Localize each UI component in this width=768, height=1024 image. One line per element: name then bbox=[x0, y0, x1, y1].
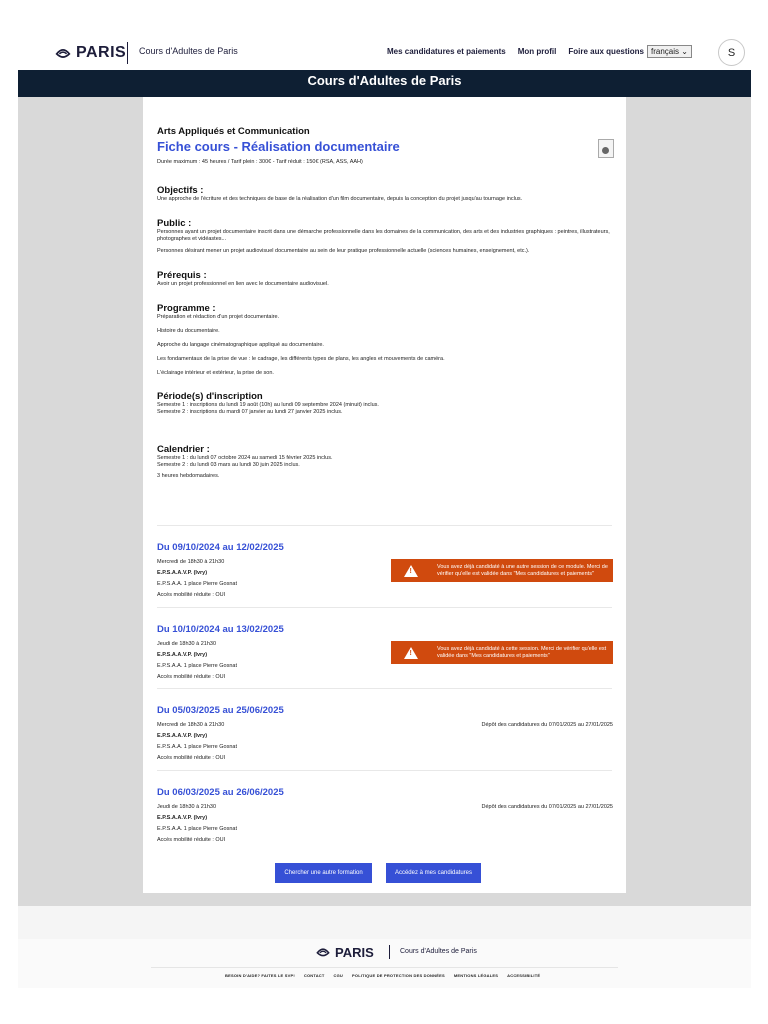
session-address: E.P.S.A.A. 1 place Pierre Gosnat bbox=[157, 663, 237, 669]
periode-semestre-1: Semestre 1 : inscriptions du lundi 19 août (10h) au lundi 09 septembre 2024 (minuit) inclus. bbox=[157, 402, 379, 408]
objectifs-heading: Objectifs : bbox=[157, 185, 204, 196]
session-warning bbox=[391, 641, 613, 664]
paris-logo[interactable] bbox=[54, 42, 126, 64]
session-divider bbox=[157, 688, 612, 689]
footer-divider bbox=[151, 967, 618, 968]
course-card bbox=[143, 97, 626, 893]
footer-link-contact[interactable]: CONTACT bbox=[303, 973, 325, 978]
programme-item: Préparation et rédaction d'un projet documentaire. bbox=[157, 314, 280, 320]
objectifs-text: Une approche de l'écriture et des techniques de base de la réalisation d'un film documentaire, depuis la conception du projet jusqu'au tournage inclus. bbox=[157, 196, 523, 202]
session-school: E.P.S.A.A.V.P. (Ivry) bbox=[157, 652, 208, 658]
footer-site-name: Cours d'Adultes de Paris bbox=[400, 948, 477, 955]
periode-semestre-2: Semestre 2 : inscriptions du mardi 07 janvier au lundi 27 janvier 2025 inclus. bbox=[157, 409, 343, 415]
session-school: E.P.S.A.A.V.P. (Ivry) bbox=[157, 815, 208, 821]
session-depot: Dépôt des candidatures du 07/01/2025 au 27/01/2025 bbox=[481, 722, 613, 728]
session-dates: Du 09/10/2024 au 12/02/2025 bbox=[157, 542, 284, 553]
session-schedule: Mercredi de 18h30 à 21h30 bbox=[157, 559, 225, 565]
session-address: E.P.S.A.A. 1 place Pierre Gosnat bbox=[157, 581, 237, 587]
course-title: Fiche cours - Réalisation documentaire bbox=[157, 139, 400, 154]
session-dates: Du 06/03/2025 au 26/06/2025 bbox=[157, 787, 284, 798]
session-mobility: Accès mobilité réduite : OUI bbox=[157, 674, 226, 680]
programme-item: L'éclairage intérieur et extérieur, la prise de son. bbox=[157, 370, 274, 376]
footer-link-accessibility[interactable]: ACCESSIBILITÉ bbox=[507, 973, 541, 978]
footer-paris-logo[interactable] bbox=[315, 944, 374, 960]
banner-title: Cours d'Adultes de Paris bbox=[307, 73, 462, 88]
session-mobility: Accès mobilité réduite : OUI bbox=[157, 837, 226, 843]
warning-text: Vous avez déjà candidaté à cette session. Merci de vérifier qu'elle est validée dans "Mes candidatures et paiements" bbox=[437, 646, 607, 659]
nav-faq[interactable]: Foire aux questions bbox=[568, 47, 644, 56]
calendrier-semestre-1: Semestre 1 : du lundi 07 octobre 2024 au samedi 15 février 2025 inclus. bbox=[157, 455, 333, 461]
section-periodes bbox=[157, 391, 613, 416]
search-formation-button[interactable]: Chercher une autre formation bbox=[275, 863, 372, 883]
footer-link-privacy[interactable]: POLITIQUE DE PROTECTION DES DONNÉES bbox=[352, 973, 445, 978]
session-divider bbox=[157, 607, 612, 608]
session-address: E.P.S.A.A. 1 place Pierre Gosnat bbox=[157, 744, 237, 750]
footer-links bbox=[225, 973, 540, 978]
warning-text: Vous avez déjà candidaté à une autre session de ce module. Merci de vérifier qu'elle est validée dans "Mes candidatures et paiements" bbox=[437, 564, 608, 577]
calendrier-note: 3 heures hebdomadaires. bbox=[157, 473, 220, 479]
session-divider bbox=[157, 770, 612, 771]
programme-item: Approche du langage cinématographique appliqué au documentaire. bbox=[157, 342, 324, 348]
session-address: E.P.S.A.A. 1 place Pierre Gosnat bbox=[157, 826, 237, 832]
prerequis-heading: Prérequis : bbox=[157, 270, 207, 281]
session-dates: Du 05/03/2025 au 25/06/2025 bbox=[157, 705, 284, 716]
section-programme bbox=[157, 303, 613, 377]
programme-item: Histoire du documentaire. bbox=[157, 328, 220, 334]
session-schedule: Mercredi de 18h30 à 21h30 bbox=[157, 722, 225, 728]
footer-link-legal[interactable]: MENTIONS LÉGALES bbox=[453, 973, 499, 978]
session-schedule: Jeudi de 18h30 à 21h30 bbox=[157, 804, 217, 810]
paris-ship-icon bbox=[315, 944, 331, 960]
session-divider bbox=[157, 525, 612, 526]
programme-item: Les fondamentaux de la prise de vue : le cadrage, les différents types de plans, les angles et mouvements de caméra. bbox=[157, 356, 445, 362]
site-footer bbox=[18, 939, 751, 988]
paris-ship-icon bbox=[54, 44, 72, 62]
session-schedule: Jeudi de 18h30 à 21h30 bbox=[157, 641, 217, 647]
header-separator bbox=[127, 42, 128, 64]
programme-heading: Programme : bbox=[157, 303, 216, 314]
session-mobility: Accès mobilité réduite : OUI bbox=[157, 592, 226, 598]
warning-icon: ! bbox=[404, 647, 418, 659]
language-select[interactable]: français ⌄ bbox=[647, 45, 692, 58]
course-details bbox=[157, 126, 613, 480]
main-nav bbox=[387, 47, 644, 56]
my-candidatures-button[interactable]: Accédez à mes candidatures bbox=[386, 863, 481, 883]
session-school: E.P.S.A.A.V.P. (Ivry) bbox=[157, 570, 208, 576]
page-banner bbox=[18, 70, 751, 97]
course-category: Arts Appliqués et Communication bbox=[157, 126, 310, 137]
public-heading: Public : bbox=[157, 218, 192, 229]
calendrier-semestre-2: Semestre 2 : du lundi 03 mars au lundi 30 juin 2025 inclus. bbox=[157, 462, 300, 468]
nav-candidatures[interactable]: Mes candidatures et paiements bbox=[387, 47, 506, 56]
public-text-2: Personnes désirant mener un projet audiovisuel documentaire au sein de leur pratique professionnelle actuelle (sciences humaines, enseignement, etc.). bbox=[157, 248, 530, 254]
section-public bbox=[157, 218, 613, 255]
site-name[interactable]: Cours d'Adultes de Paris bbox=[139, 46, 238, 56]
nav-profil[interactable]: Mon profil bbox=[517, 47, 557, 56]
section-objectifs bbox=[157, 185, 613, 203]
course-meta: Durée maximum : 45 heures / Tarif plein : 300€ - Tarif réduit : 150€ (RSA, ASS, AAH) bbox=[157, 159, 363, 165]
section-prerequis bbox=[157, 270, 613, 288]
session-school: E.P.S.A.A.V.P. (Ivry) bbox=[157, 733, 208, 739]
logo-text: PARIS bbox=[76, 44, 127, 61]
site-header bbox=[18, 36, 751, 70]
warning-icon: ! bbox=[404, 565, 418, 577]
calendrier-heading: Calendrier : bbox=[157, 444, 210, 455]
footer-separator bbox=[389, 945, 390, 959]
session-mobility: Accès mobilité réduite : OUI bbox=[157, 755, 226, 761]
footer-link-cgu[interactable]: CGU bbox=[333, 973, 344, 978]
session-warning bbox=[391, 559, 613, 582]
section-calendrier bbox=[157, 444, 613, 480]
prerequis-text: Avoir un projet professionnel en lien avec le documentaire audiovisuel. bbox=[157, 281, 329, 287]
public-text-1: Personnes ayant un projet documentaire inscrit dans une démarche professionnelle dans les domaines de la communication, des arts et des industries graphiques : peintres, illustrateurs, photographes et vidéastes... bbox=[157, 229, 610, 242]
user-avatar[interactable]: S bbox=[718, 39, 745, 66]
session-dates: Du 10/10/2024 au 13/02/2025 bbox=[157, 624, 284, 635]
footer-link-help[interactable]: BESOIN D'AIDE? FAITES LE SVP! bbox=[225, 973, 295, 978]
session-depot: Dépôt des candidatures du 07/01/2025 au 27/01/2025 bbox=[481, 804, 613, 810]
footer-logo-text: PARIS bbox=[335, 944, 374, 960]
periodes-heading: Période(s) d'inscription bbox=[157, 391, 263, 402]
